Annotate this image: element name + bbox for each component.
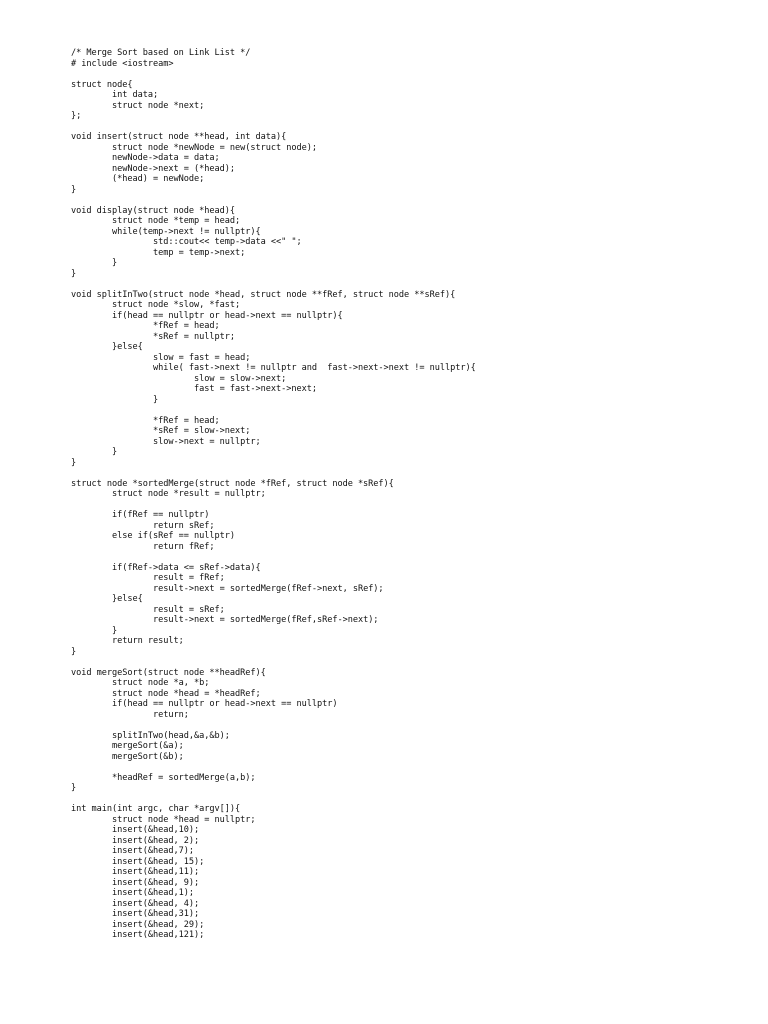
code-line: void display(struct node *head){ bbox=[71, 205, 235, 216]
code-line: splitInTwo(head,&a,&b); bbox=[71, 730, 230, 741]
code-line: void mergeSort(struct node **headRef){ bbox=[71, 667, 266, 678]
code-line: std::cout<< temp->data <<" "; bbox=[71, 237, 302, 247]
code-line: } bbox=[71, 457, 77, 468]
code-line bbox=[71, 195, 476, 206]
code-line: result->next = sortedMerge(fRef,sRef->next); bbox=[71, 615, 379, 625]
code-line: if(fRef == nullptr) bbox=[71, 510, 210, 520]
code-line: struct node{ bbox=[71, 79, 133, 90]
code-line: insert(&head, 4); bbox=[71, 898, 200, 909]
code-line: insert(&head,11); bbox=[71, 867, 200, 877]
code-line: if(head == nullptr or head->next == nullptr) bbox=[71, 699, 338, 709]
code-line: } bbox=[71, 258, 118, 268]
code-line: insert(&head,31); bbox=[71, 909, 200, 919]
code-line: struct node *head = nullptr; bbox=[71, 814, 256, 825]
code-line: if(head == nullptr or head->next == nullptr){ bbox=[71, 310, 343, 321]
code-line: return sRef; bbox=[71, 520, 215, 531]
code-line bbox=[71, 657, 476, 668]
code-line bbox=[71, 279, 476, 290]
code-line: insert(&head,7); bbox=[71, 846, 194, 856]
code-line: struct node *result = nullptr; bbox=[71, 489, 266, 499]
code-line: slow = slow->next; bbox=[71, 373, 287, 384]
code-line: insert(&head, 9); bbox=[71, 877, 200, 888]
code-line: struct node *temp = head; bbox=[71, 216, 241, 226]
code-line: insert(&head, 2); bbox=[71, 835, 200, 846]
code-line: newNode->next = (*head); bbox=[71, 163, 235, 174]
code-line: *fRef = head; bbox=[71, 415, 220, 426]
code-line: } bbox=[71, 646, 77, 657]
code-line: }else{ bbox=[71, 594, 143, 604]
code-line: insert(&head,1); bbox=[71, 888, 194, 898]
code-line: while( fast->next != nullptr and fast->next->next != nullptr){ bbox=[71, 363, 476, 373]
code-line: void splitInTwo(struct node *head, struct node **fRef, struct node **sRef){ bbox=[71, 289, 456, 300]
code-line: } bbox=[71, 394, 159, 405]
code-line: } bbox=[71, 447, 118, 457]
code-line: result->next = sortedMerge(fRef->next, sRef); bbox=[71, 583, 384, 594]
code-line: result = fRef; bbox=[71, 573, 225, 583]
code-line: # include <iostream> bbox=[71, 58, 174, 69]
code-line: } bbox=[71, 268, 77, 279]
code-line: return; bbox=[71, 709, 189, 720]
code-line bbox=[71, 468, 476, 479]
code-line bbox=[71, 794, 476, 805]
code-line: return fRef; bbox=[71, 541, 215, 552]
code-line bbox=[71, 720, 476, 731]
code-line: slow = fast = head; bbox=[71, 352, 251, 363]
code-line: insert(&head,121); bbox=[71, 930, 205, 940]
code-line: if(fRef->data <= sRef->data){ bbox=[71, 562, 261, 573]
code-line: struct node *next; bbox=[71, 100, 205, 111]
code-line bbox=[71, 762, 476, 773]
code-line: temp = temp->next; bbox=[71, 247, 246, 258]
code-line: mergeSort(&a); bbox=[71, 741, 184, 751]
code-line: else if(sRef == nullptr) bbox=[71, 531, 235, 541]
code-line bbox=[71, 405, 476, 416]
code-line: (*head) = newNode; bbox=[71, 174, 205, 184]
code-line: /* Merge Sort based on Link List */ bbox=[71, 48, 251, 58]
code-line: insert(&head,10); bbox=[71, 825, 200, 835]
code-line: *fRef = head; bbox=[71, 321, 220, 331]
code-line: void insert(struct node **head, int data){ bbox=[71, 132, 287, 142]
code-line bbox=[71, 122, 476, 133]
code-line: struct node *slow, *fast; bbox=[71, 300, 241, 310]
code-line: } bbox=[71, 184, 77, 195]
code-line bbox=[71, 69, 476, 80]
code-line: *headRef = sortedMerge(a,b); bbox=[71, 772, 256, 783]
code-line: int main(int argc, char *argv[]){ bbox=[71, 804, 241, 814]
code-line bbox=[71, 500, 476, 511]
code-line: newNode->data = data; bbox=[71, 153, 220, 163]
code-line: }else{ bbox=[71, 342, 143, 352]
code-line: mergeSort(&b); bbox=[71, 751, 184, 762]
code-line: slow->next = nullptr; bbox=[71, 436, 261, 447]
code-line bbox=[71, 552, 476, 563]
code-line: } bbox=[71, 625, 118, 636]
code-line: return result; bbox=[71, 636, 184, 646]
code-line: result = sRef; bbox=[71, 604, 225, 615]
code-line: *sRef = slow->next; bbox=[71, 426, 251, 436]
code-line: struct node *newNode = new(struct node); bbox=[71, 142, 317, 153]
code-line: } bbox=[71, 783, 77, 793]
code-line: insert(&head, 29); bbox=[71, 919, 205, 930]
code-line: *sRef = nullptr; bbox=[71, 331, 235, 342]
code-line: fast = fast->next->next; bbox=[71, 384, 317, 394]
code-line: insert(&head, 15); bbox=[71, 856, 205, 867]
code-line: struct node *sortedMerge(struct node *fRef, struct node *sRef){ bbox=[71, 478, 394, 489]
code-line: int data; bbox=[71, 90, 159, 100]
code-line: struct node *head = *headRef; bbox=[71, 688, 261, 699]
code-line: while(temp->next != nullptr){ bbox=[71, 226, 261, 237]
code-line: }; bbox=[71, 111, 82, 121]
code-listing bbox=[71, 48, 476, 941]
code-line: struct node *a, *b; bbox=[71, 678, 210, 688]
